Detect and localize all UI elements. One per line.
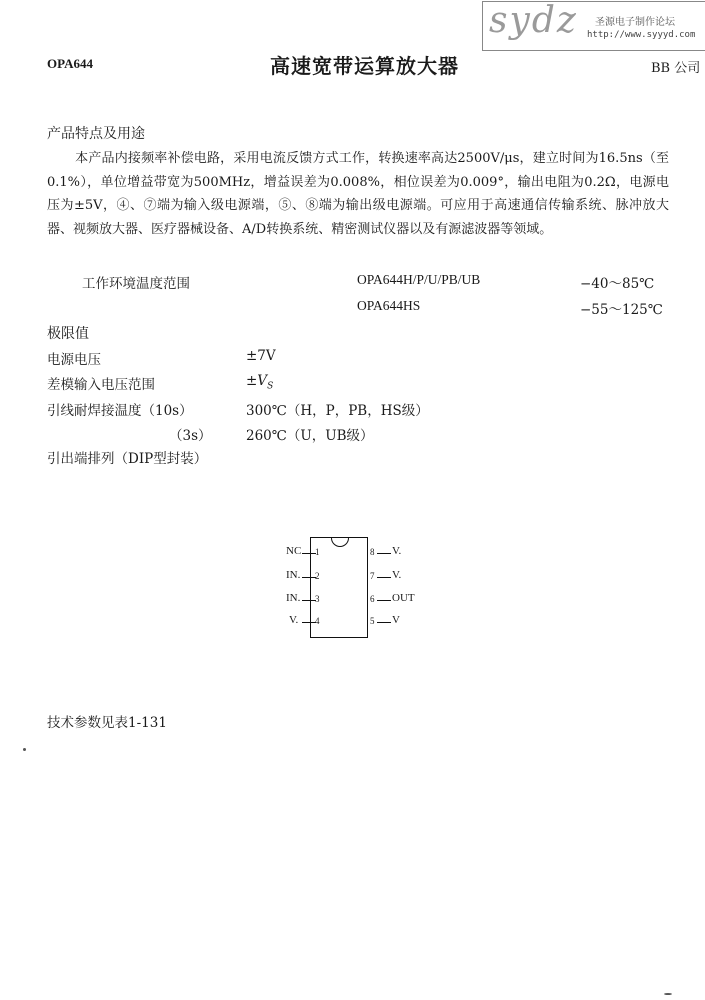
dip-notch <box>331 529 349 547</box>
limit-label-diff-input: 差模输入电压范围 <box>47 377 155 393</box>
pin-number-7: 7 <box>370 571 375 581</box>
temp-range-label: 工作环境温度范围 <box>82 276 190 292</box>
pin-label-3: IN. <box>286 592 301 604</box>
temp-range-1: −40～85℃ <box>580 276 655 292</box>
pin-label-1: NC <box>286 545 302 557</box>
pin-lead-1 <box>302 553 316 554</box>
pin-number-3: 3 <box>315 594 320 604</box>
limit-value-diff-input: $\pm V_S$ <box>246 373 274 392</box>
pin-number-6: 6 <box>370 594 375 604</box>
pin-lead-4 <box>302 622 316 623</box>
features-heading: 产品特点及用途 <box>47 126 145 142</box>
scan-speck <box>664 993 672 995</box>
pin-lead-2 <box>302 577 316 578</box>
pinout-heading: 引出端排列（DIP型封装） <box>47 451 208 467</box>
features-paragraph <box>47 147 669 241</box>
pin-number-1: 1 <box>315 547 320 557</box>
pin-lead-7 <box>377 577 391 578</box>
pin-number-5: 5 <box>370 616 375 626</box>
pin-label-4: V. <box>289 614 299 626</box>
watermark-logo <box>482 1 705 51</box>
watermark-site-name: 圣源电子制作论坛 <box>595 17 675 28</box>
pin-lead-6 <box>377 600 391 601</box>
pin-label-5: V <box>392 614 400 626</box>
temp-range-2: −55～125℃ <box>580 302 663 318</box>
scan-speck <box>23 748 26 751</box>
features-text: 本产品内接频率补偿电路，采用电流反馈方式工作，转换速率高达2500V/μs，建立时间为16.5ns（至0.1%），单位增益带宽为500MHz，增益误差为0.008%，相位误差为0.009°，输出电阻为0.2Ω，电源电压为±5V，④、⑦端为输入级电源端，⑤、⑧端为输出级电源端。可应用于高速通信传输系统、脉冲放大器、视频放大器、医疗器械设备、A/D转换系统、精密测试仪器以及有源滤波器等领域。 <box>47 151 669 237</box>
footer-note: 技术参数见表1-131 <box>47 715 167 731</box>
pin-label-2: IN. <box>286 569 301 581</box>
pin-lead-5 <box>377 622 391 623</box>
pin-lead-8 <box>377 553 391 554</box>
pin-label-8: V. <box>392 545 402 557</box>
pin-number-4: 4 <box>315 616 320 626</box>
limit-value-supply: ±7V <box>246 348 276 364</box>
watermark-logo-text: sydz <box>489 0 578 41</box>
pin-number-8: 8 <box>370 547 375 557</box>
limit-label-solder-3s: （3s） <box>169 428 212 444</box>
pin-number-2: 2 <box>315 571 320 581</box>
model-number: OPA644 <box>47 56 93 71</box>
temp-model-2: OPA644HS <box>357 298 421 313</box>
limit-value-solder-3s: 260℃（U，UB级） <box>246 428 374 444</box>
temp-model-1: OPA644H/P/U/PB/UB <box>357 272 481 287</box>
watermark-url: http://www.syyyd.com <box>587 30 696 40</box>
limits-heading: 极限值 <box>47 326 89 342</box>
company-name: BB 公司 <box>651 61 701 76</box>
pin-lead-3 <box>302 600 316 601</box>
limit-label-solder-10s: 引线耐焊接温度（10s） <box>47 403 193 419</box>
pin-label-7: V. <box>392 569 402 581</box>
limit-label-supply: 电源电压 <box>47 352 101 368</box>
limit-value-solder-10s: 300℃（H，P，PB，HS级） <box>246 403 429 419</box>
page-title: 高速宽带运算放大器 <box>270 54 459 78</box>
pin-label-6: OUT <box>392 592 415 604</box>
